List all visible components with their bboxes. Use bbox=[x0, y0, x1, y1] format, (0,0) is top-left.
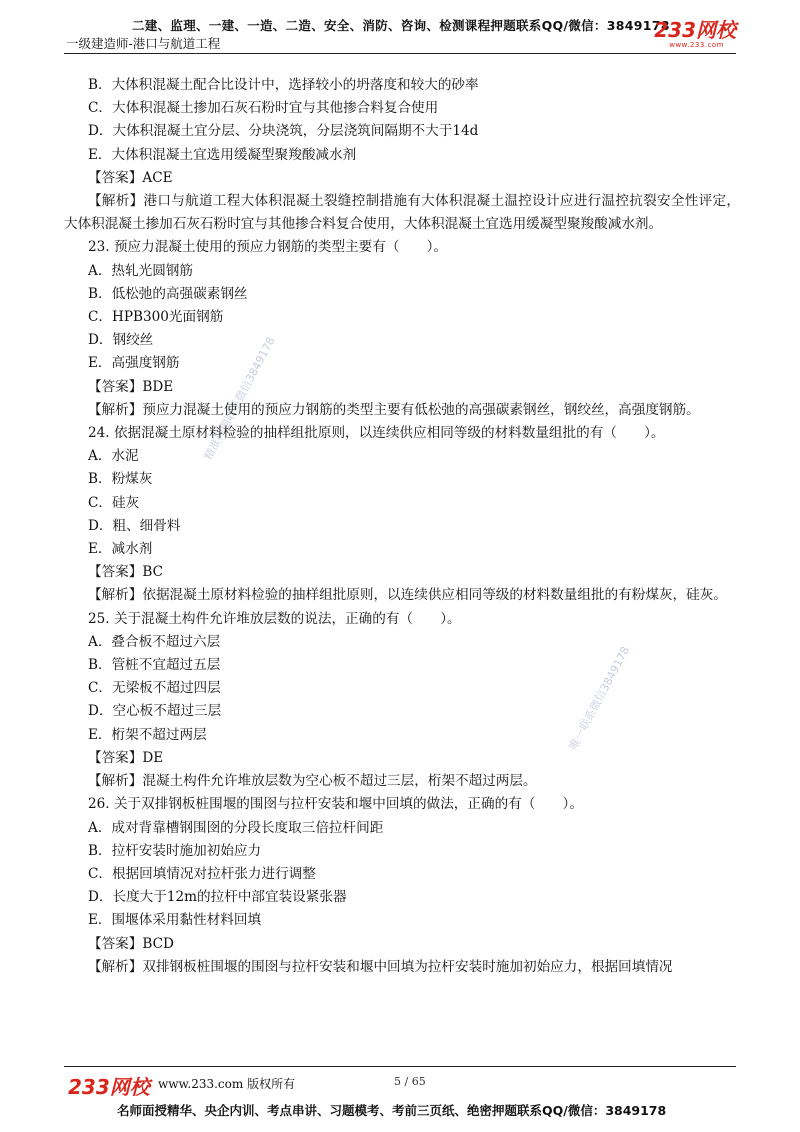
analysis: 【解析】双排钢板桩围堰的围囹与拉杆安装和堰中回填为拉杆安装时施加初始应力，根据回填情况 bbox=[88, 958, 673, 975]
analysis: 【解析】港口与航道工程大体积混凝土裂缝控制措施有大体积混凝土温控设计应进行温控抗裂安全性评定，大体积混凝土掺加石灰石粉时宜与其他掺合料复合使用，大体积混凝土宜选用缓凝型聚羧酸减水剂。 bbox=[64, 193, 740, 233]
header-logo: 233网校 bbox=[654, 18, 736, 42]
option-b: B．大体积混凝土配合比设计中，选择较小的坍落度和较大的砂率 bbox=[88, 77, 479, 93]
option-a: A．水泥 bbox=[88, 448, 139, 465]
option-d: D．大体积混凝土宜分层、分块浇筑，分层浇筑间隔期不大于14d bbox=[88, 123, 479, 140]
question-stem: 25. 关于混凝土构件允许堆放层数的说法，正确的有（ ）。 bbox=[88, 610, 461, 627]
question-stem: 26. 关于双排钢板桩围堰的围囹与拉杆安装和堰中回填的做法，正确的有（ ）。 bbox=[88, 796, 583, 813]
answer: 【答案】BC bbox=[88, 564, 164, 581]
option-e: E．围堰体采用黏性材料回填 bbox=[88, 912, 262, 929]
header-logo-url: www.233.com bbox=[669, 41, 724, 49]
option-c: C．大体积混凝土掺加石灰石粉时宜与其他掺合料复合使用 bbox=[88, 100, 439, 117]
option-c: C．硅灰 bbox=[88, 494, 140, 511]
option-e: E．大体积混凝土宜选用缓凝型聚羧酸减水剂 bbox=[88, 146, 357, 163]
option-e: E．高强度钢筋 bbox=[88, 355, 180, 372]
question-stem: 24. 依据混凝土原材料检验的抽样组批原则，以连续供应相同等级的材料数量组批的有（ ）。 bbox=[88, 425, 665, 442]
answer: 【答案】BDE bbox=[88, 378, 174, 395]
header-divider bbox=[64, 53, 736, 54]
option-b: B．粉煤灰 bbox=[88, 471, 153, 488]
answer: 【答案】BCD bbox=[88, 935, 174, 952]
footer-divider bbox=[64, 1066, 736, 1067]
option-c: C．根据回填情况对拉杆张力进行调整 bbox=[88, 865, 316, 882]
option-a: A．成对背靠槽钢围囹的分段长度取三倍拉杆间距 bbox=[88, 819, 384, 836]
option-c: C．无梁板不超过四层 bbox=[88, 680, 221, 697]
footer-logo: 233网校 bbox=[68, 1075, 150, 1099]
option-a: A．叠合板不超过六层 bbox=[88, 633, 221, 650]
option-d: D．空心板不超过三层 bbox=[88, 703, 222, 720]
option-b: B．拉杆安装时施加初始应力 bbox=[88, 842, 262, 859]
page-content bbox=[64, 74, 740, 979]
option-d: D．钢绞丝 bbox=[88, 332, 154, 349]
watermark: 唯一联系微信3849178 bbox=[566, 644, 633, 753]
footer-contact-line: 名师面授精华、央企内训、考点串讲、习题模考、考前三页纸、绝密押题联系QQ/微信：3849178 bbox=[117, 1103, 667, 1118]
option-e: E．减水剂 bbox=[88, 541, 153, 558]
watermark: 精准押题联系微信3849178 bbox=[201, 334, 278, 463]
question-stem: 23. 预应力混凝土使用的预应力钢筋的类型主要有（ ）。 bbox=[88, 239, 447, 256]
option-b: B．管桩不宜超过五层 bbox=[88, 657, 221, 674]
option-b: B．低松弛的高强碳素钢丝 bbox=[88, 285, 248, 302]
option-d: D．粗、细骨料 bbox=[88, 517, 181, 534]
page-number: 5 / 65 bbox=[394, 1075, 426, 1088]
option-c: C．HPB300光面钢筋 bbox=[88, 309, 224, 326]
document-subtitle: 一级建造师-港口与航道工程 bbox=[66, 36, 221, 51]
option-d: D．长度大于12m的拉杆中部宜装设紧张器 bbox=[88, 889, 347, 906]
analysis: 【解析】预应力混凝土使用的预应力钢筋的类型主要有低松弛的高强碳素钢丝，钢绞丝，高强度钢筋。 bbox=[88, 401, 700, 418]
answer: 【答案】DE bbox=[88, 749, 164, 766]
header-contact-line: 二建、监理、一建、一造、二造、安全、消防、咨询、检测课程押题联系QQ/微信：3849178 bbox=[132, 18, 670, 33]
option-a: A．热轧光圆钢筋 bbox=[88, 262, 193, 279]
analysis: 【解析】依据混凝土原材料检验的抽样组批原则，以连续供应相同等级的材料数量组批的有粉煤灰，硅灰。 bbox=[88, 587, 727, 604]
analysis: 【解析】混凝土构件允许堆放层数为空心板不超过三层，桁架不超过两层。 bbox=[88, 773, 537, 790]
footer-copyright: www.233.com 版权所有 bbox=[158, 1077, 296, 1091]
option-e: E．桁架不超过两层 bbox=[88, 726, 207, 743]
answer: 【答案】ACE bbox=[88, 169, 173, 186]
